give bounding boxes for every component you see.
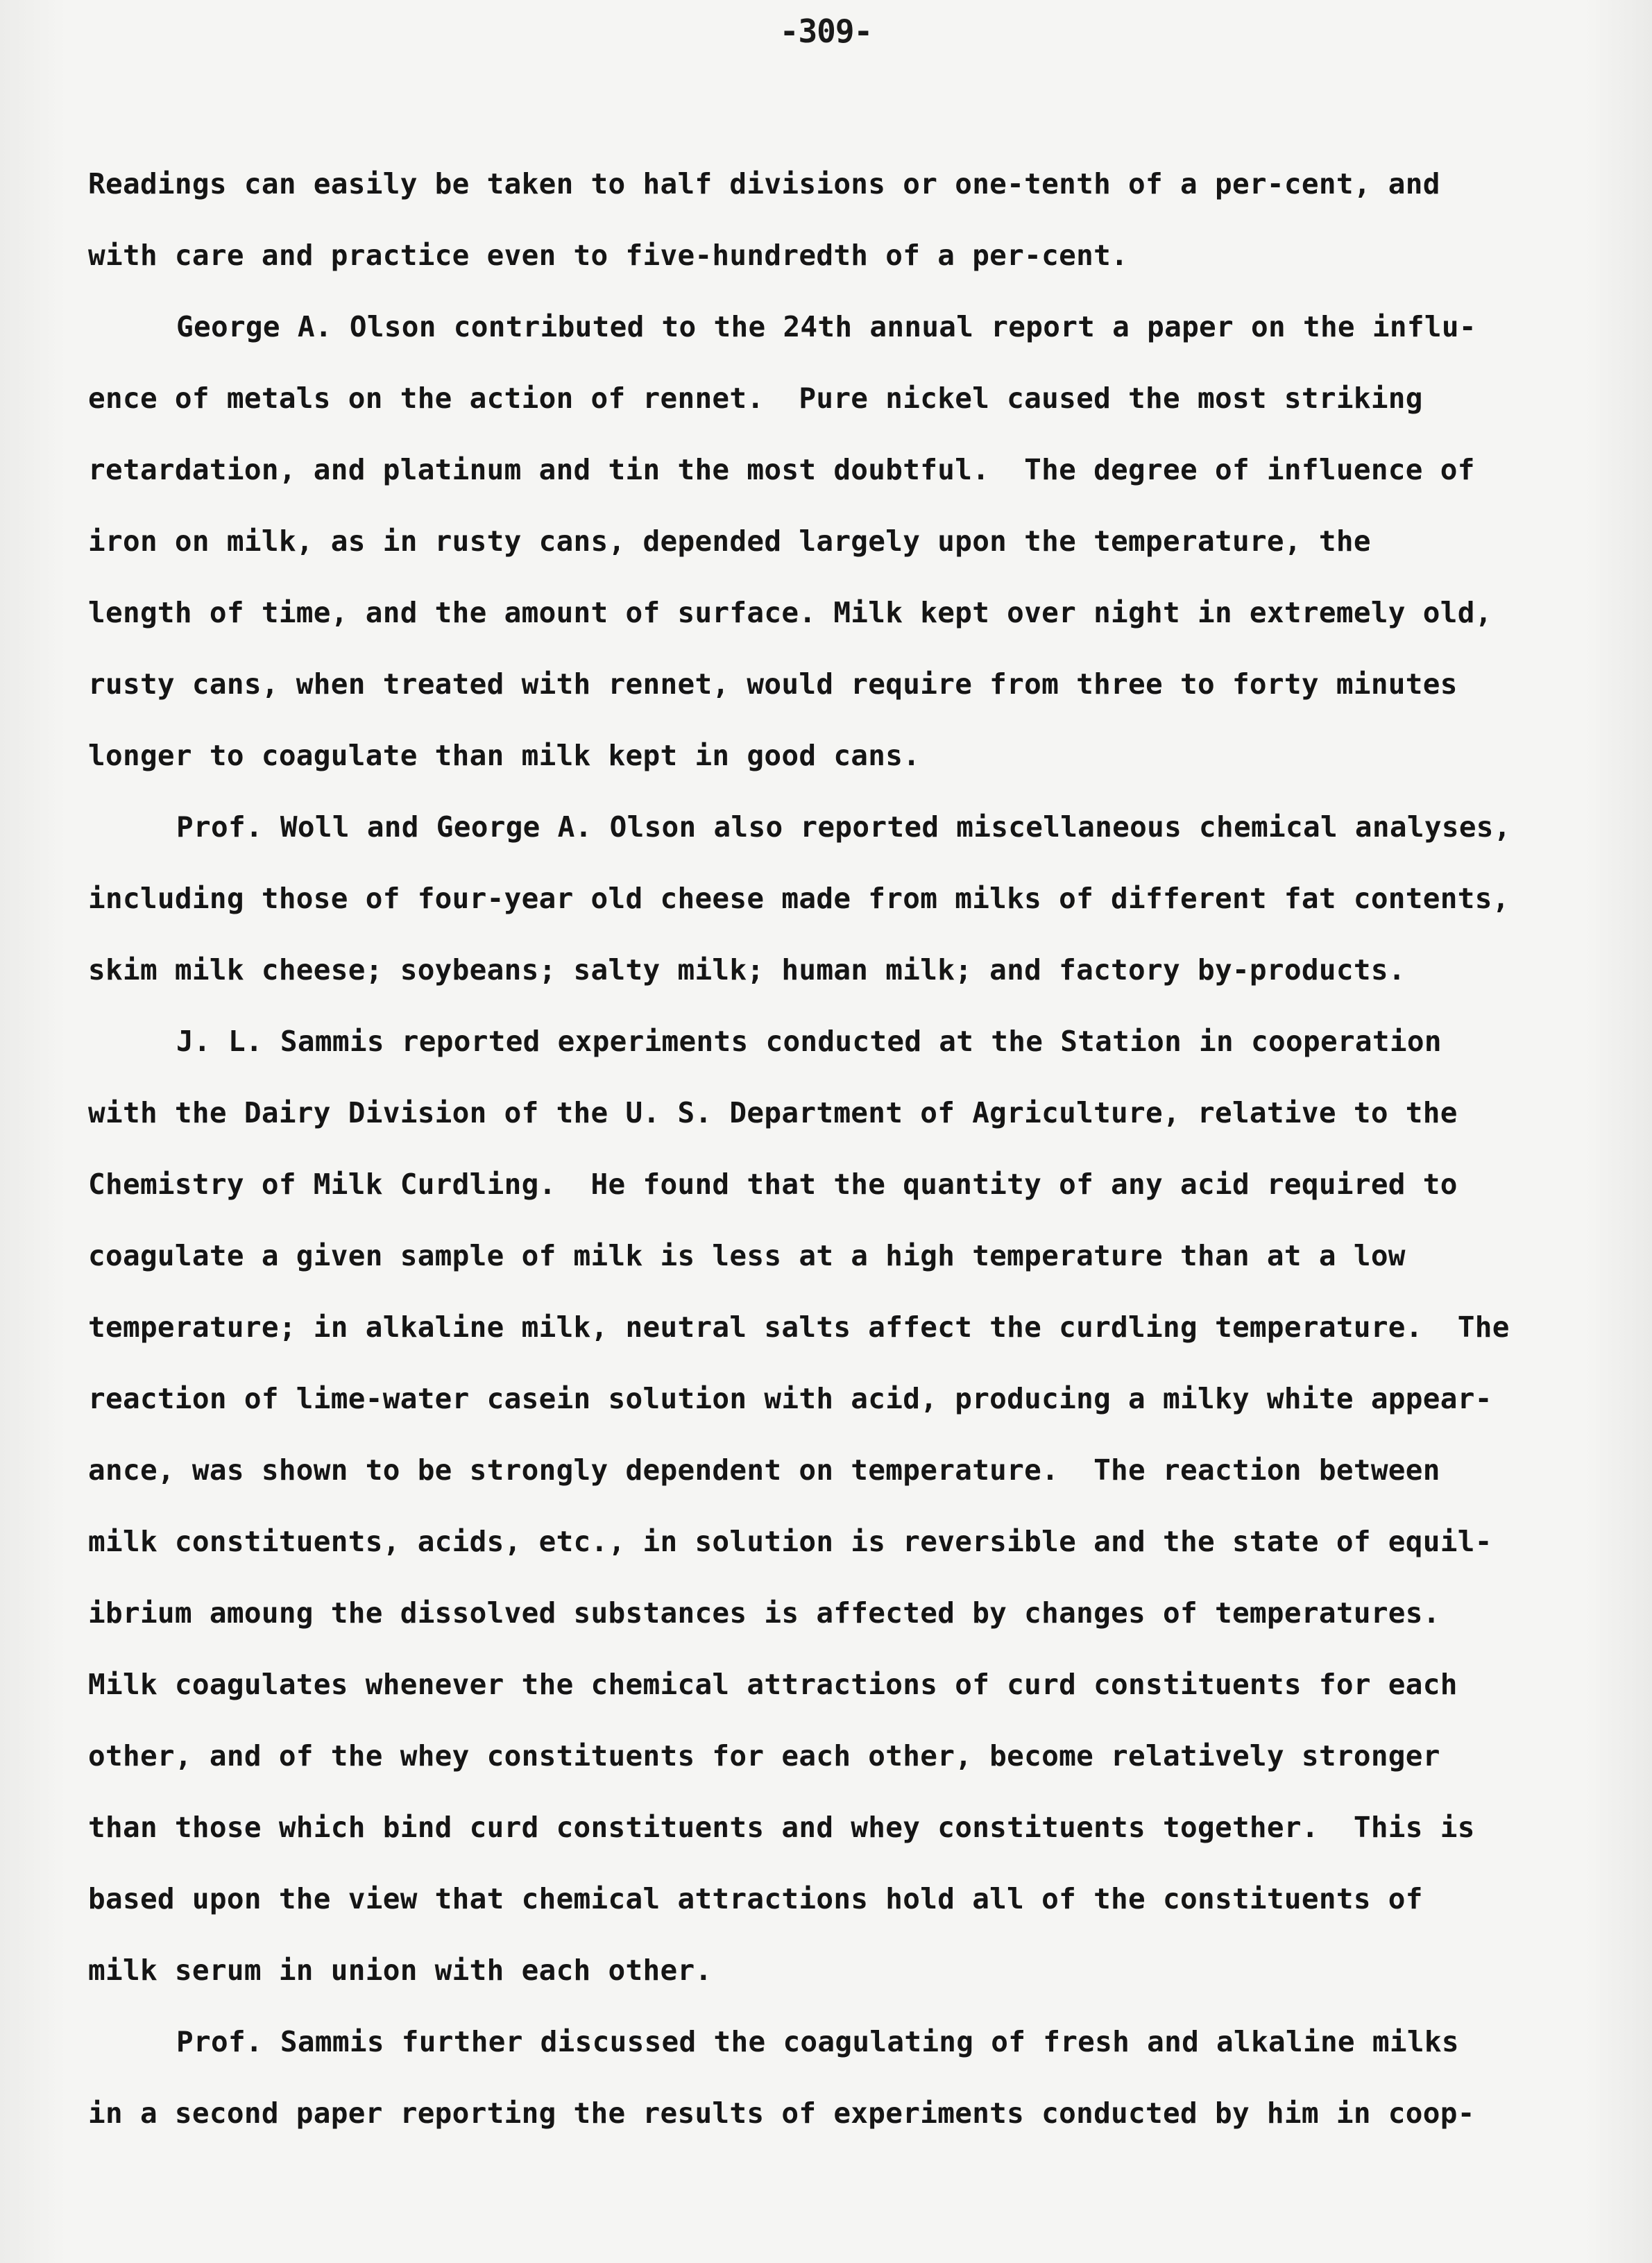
text-line: Prof. Sammis further discussed the coagulating of fresh and alkaline milks	[176, 2025, 1459, 2058]
text-line: ence of metals on the action of rennet. Pure nickel caused the most striking	[88, 382, 1423, 415]
text-line: reaction of lime-water casein solution with acid, producing a milky white appear-	[88, 1382, 1492, 1415]
text-line: Chemistry of Milk Curdling. He found that the quantity of any acid required to	[88, 1168, 1458, 1201]
text-line: Milk coagulates whenever the chemical attractions of curd constituents for each	[88, 1668, 1458, 1701]
text-line: Prof. Woll and George A. Olson also reported miscellaneous chemical analyses,	[176, 810, 1511, 844]
text-line: milk constituents, acids, etc., in solution is reversible and the state of equil-	[88, 1525, 1492, 1558]
text-line: J. L. Sammis reported experiments conducted at the Station in cooperation	[176, 1025, 1442, 1058]
text-line: other, and of the whey constituents for each other, become relatively stronger	[88, 1739, 1440, 1773]
text-line: ibrium amoung the dissolved substances is affected by changes of temperatures.	[88, 1596, 1440, 1630]
text-line: retardation, and platinum and tin the most doubtful. The degree of influence of	[88, 453, 1475, 486]
text-line: temperature; in alkaline milk, neutral salts affect the curdling temperature. The	[88, 1310, 1510, 1344]
text-line: than those which bind curd constituents and whey constituents together. This is	[88, 1811, 1475, 1844]
text-line: iron on milk, as in rusty cans, depended largely upon the temperature, the	[88, 524, 1371, 558]
text-line: longer to coagulate than milk kept in good cans.	[88, 739, 921, 772]
text-line: including those of four-year old cheese made from milks of different fat contents,	[88, 882, 1510, 915]
text-line: rusty cans, when treated with rennet, would require from three to forty minutes	[88, 667, 1458, 701]
text-line: with the Dairy Division of the U. S. Department of Agriculture, relative to the	[88, 1096, 1458, 1129]
text-line: in a second paper reporting the results of experiments conducted by him in coop-	[88, 2097, 1475, 2130]
text-line: George A. Olson contributed to the 24th annual report a paper on the influ-	[176, 310, 1476, 343]
text-line: with care and practice even to five-hundredth of a per-cent.	[88, 239, 1129, 272]
text-line: coagulate a given sample of milk is less at a high temperature than at a low	[88, 1239, 1406, 1272]
text-line: milk serum in union with each other.	[88, 1954, 713, 1987]
text-line: Readings can easily be taken to half divisions or one-tenth of a per-cent, and	[88, 167, 1440, 200]
text-line: ance, was shown to be strongly dependent on temperature. The reaction between	[88, 1453, 1440, 1487]
text-line: based upon the view that chemical attractions hold all of the constituents of	[88, 1882, 1423, 1915]
text-line: length of time, and the amount of surface. Milk kept over night in extremely old,	[88, 596, 1492, 629]
text-line: skim milk cheese; soybeans; salty milk; human milk; and factory by-products.	[88, 953, 1406, 987]
page-number: -309-	[779, 12, 873, 50]
body-text	[88, 148, 1635, 2149]
